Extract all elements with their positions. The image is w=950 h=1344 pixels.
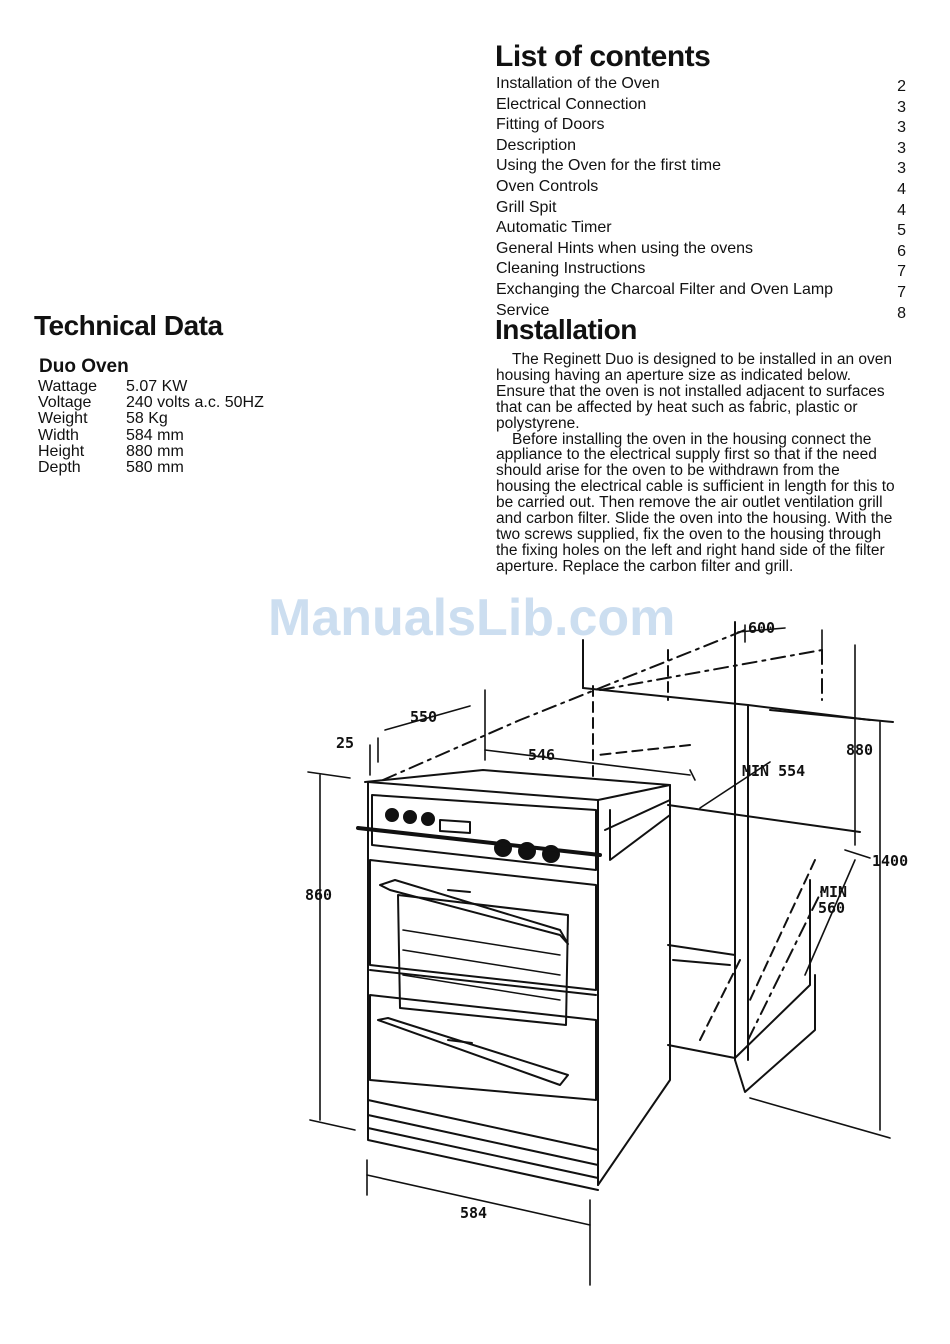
spec-row: [38, 444, 264, 460]
spec-label: Wattage: [38, 378, 97, 395]
spec-value: 580 mm: [126, 459, 184, 477]
dim-600: 600: [748, 619, 776, 637]
spec-value: 240 volts a.c. 50HZ: [126, 394, 264, 412]
spec-value: 584 mm: [126, 426, 184, 444]
spec-row: [38, 428, 264, 444]
oven-appliance: [358, 770, 670, 1190]
spec-label: Depth: [38, 459, 81, 477]
contents-title: List of contents: [495, 40, 711, 73]
installation-diagram: [300, 600, 920, 1300]
dim-min-554: MIN 554: [742, 762, 806, 780]
dimension-labels: [305, 619, 908, 1222]
toc-label: Fitting of Doors: [496, 116, 605, 134]
toc-label: Service: [496, 301, 550, 319]
toc-page: 7: [897, 263, 906, 281]
spec-row: [38, 395, 264, 411]
toc-item: [496, 157, 906, 178]
dim-25: 25: [336, 734, 355, 752]
installation-body: [496, 352, 896, 575]
toc-item: [496, 116, 906, 137]
toc-page: 3: [897, 160, 906, 178]
installation-paragraph: Before installing the oven in the housing connect the appliance to the electrical supply first so that if the need should arise for the oven to be withdrawn from the housing the electrical cable is sufficient in length for this to be carried out. Then remove the air outlet ventilation grill and carbon filter. Slide the oven into the housing. With the two screws supplied, fix the oven to the housing through the fixing holes on the left and right hand side of the filter aperture. Replace the carbon filter and grill.: [496, 430, 895, 575]
dim-860: 860: [305, 886, 333, 904]
toc-page: 4: [897, 201, 906, 219]
toc-item: [496, 199, 906, 220]
dim-min-label: MIN: [820, 883, 848, 901]
toc-item: [496, 96, 906, 117]
technical-data-title: Technical Data: [34, 310, 223, 341]
toc-label: Using the Oven for the first time: [496, 157, 721, 175]
spec-label: Height: [38, 442, 85, 460]
spec-label: Voltage: [38, 394, 92, 412]
toc-item: [496, 219, 906, 240]
toc-label: Automatic Timer: [496, 219, 612, 237]
spec-row: [38, 460, 264, 476]
dim-546: 546: [528, 746, 556, 764]
toc-page: 5: [897, 222, 906, 240]
spec-row: [38, 379, 264, 395]
dim-560: 560: [818, 899, 846, 917]
toc-item: [496, 137, 906, 158]
dim-550: 550: [410, 708, 438, 726]
toc-item: [496, 281, 906, 302]
toc-label: Cleaning Instructions: [496, 260, 646, 278]
toc-item: [496, 240, 906, 261]
toc-page: 8: [897, 304, 906, 322]
toc-page: 3: [897, 119, 906, 137]
toc-item: [496, 75, 906, 96]
toc-page: 3: [897, 139, 906, 157]
spec-value: 58 Kg: [126, 410, 168, 428]
dim-880: 880: [846, 741, 874, 759]
watermark: ManualsLib.com: [268, 589, 676, 647]
toc-item: [496, 260, 906, 281]
toc-label: General Hints when using the ovens: [496, 239, 754, 257]
dim-1400: 1400: [872, 852, 909, 870]
spec-label: Weight: [38, 410, 88, 428]
toc-page: 4: [897, 180, 906, 198]
toc-label: Description: [496, 136, 577, 154]
housing-cabinet: [383, 622, 893, 1092]
installation-paragraph: The Reginett Duo is designed to be installed in an oven housing having an aperture size as indicated below. Ensure that the oven is not installed adjacent to surfaces that can be affected by heat such as fabric, plastic or polystyrene.: [496, 351, 892, 432]
spec-label: Width: [38, 426, 79, 444]
contents-list: [496, 75, 906, 322]
spec-value: 5.07 KW: [126, 378, 188, 395]
toc-label: Grill Spit: [496, 198, 557, 216]
toc-page: 3: [897, 98, 906, 116]
toc-item: [496, 178, 906, 199]
dim-584: 584: [460, 1204, 488, 1222]
spec-value: 880 mm: [126, 442, 184, 460]
toc-label: Electrical Connection: [496, 95, 647, 113]
installation-title: Installation: [495, 314, 637, 345]
spec-row: [38, 411, 264, 427]
toc-label: Exchanging the Charcoal Filter and Oven Lamp: [496, 280, 834, 298]
toc-page: 7: [897, 283, 906, 301]
spec-table: [38, 379, 264, 476]
toc-page: 6: [897, 242, 906, 260]
toc-label: Oven Controls: [496, 177, 599, 195]
toc-page: 2: [897, 78, 906, 95]
duo-oven-subtitle: Duo Oven: [39, 356, 129, 377]
toc-label: Installation of the Oven: [496, 75, 660, 92]
